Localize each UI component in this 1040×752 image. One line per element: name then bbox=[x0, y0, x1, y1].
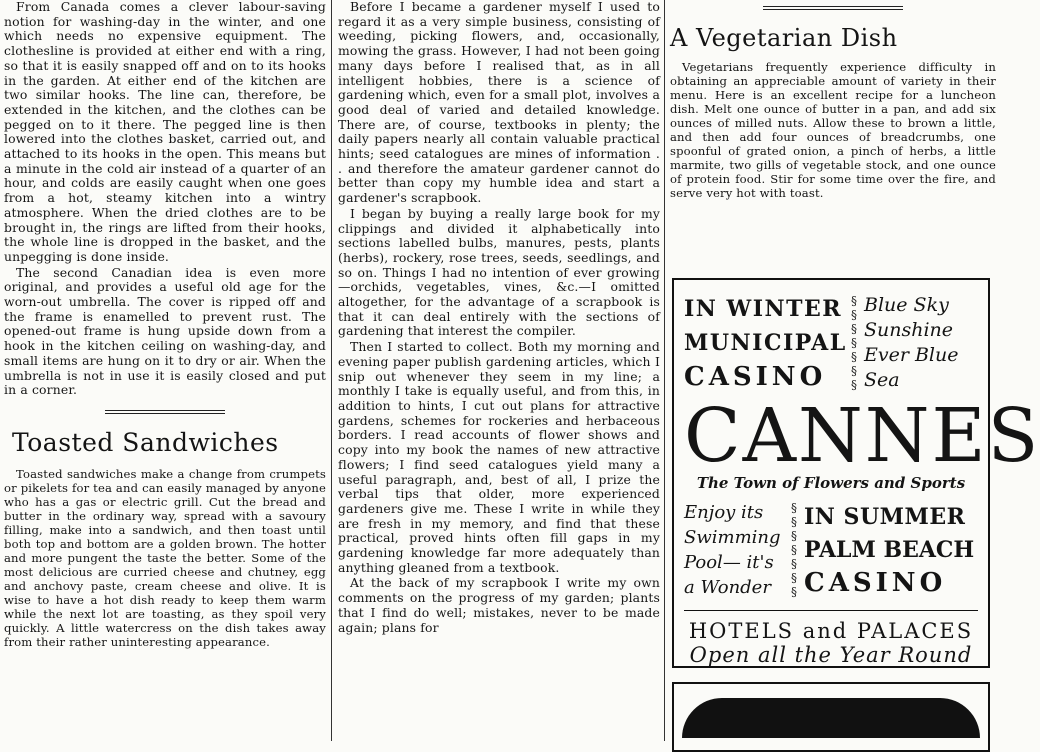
column-middle bbox=[338, 0, 660, 741]
column-right bbox=[670, 0, 1040, 741]
article-paragraph: Then I started to collect. Both my morning and evening paper publish gardening articles, which I snip out whenever they seem in my line; a monthly I take is equally useful, and from this, in addition to hints, I cut out plans for attractive gardens, schemes for rockeries and herbaceous borders. I read accounts of flower shows and copy into my book the names of new attractive flowers; I find seed catalogues yield many a useful paragraph, and, best of all, I prize the verbal tips that older, more experienced gardeners give me. These I write in while they are fresh in my memory, and find that these practical, proved hints often fill gaps in my gardening knowledge far more adequately than anything gleaned from a textbook. bbox=[338, 339, 660, 575]
ad-cannes-title: CANNES bbox=[684, 393, 1040, 479]
headline-vegetarian-dish: A Vegetarian Dish bbox=[670, 24, 898, 52]
ad-text: Pool— it's bbox=[684, 552, 774, 573]
article-paragraph: I began by buying a really large book for my clippings and divided it alphabetically into sections labelled bulbs, manures, pests, plants (herbs), rockery, rose trees, seeds, seedlings, and so on. Things I had no intention of ever growing—orchids, vegetables, vines, &c.—I omitted altogether, for the advantage of a scrapbook is that it can deal entirely with the sections of gardening that interest the compiler. bbox=[338, 205, 660, 339]
ad-text: IN SUMMER bbox=[804, 503, 966, 530]
ad-illustration bbox=[682, 698, 980, 738]
ad-text: Sunshine bbox=[864, 319, 954, 341]
section-separator bbox=[763, 6, 903, 10]
ad-text: Sea bbox=[864, 369, 900, 391]
article-paragraph: Vegetarians frequently experience difficulty in obtaining an appreciable amount of variety in their menu. Here is an excellent recipe for a luncheon dish. Melt one ounce of butter in a pan, and add six ounces of milled nuts. Allow these to brown a little, and then add four ounces of breadcrumbs, one spoonful of grated onion, a pinch of herbs, a little marmite, two gills of vegetable stock, and one ounce of protein food. Stir for some time over the fire, and serve very hot with toast. bbox=[670, 60, 996, 200]
column-left bbox=[4, 0, 326, 741]
ad-ornament: § § § § § § § bbox=[791, 501, 797, 599]
ad-text: Swimming bbox=[684, 527, 781, 548]
ad-text: Ever Blue bbox=[864, 344, 959, 366]
headline-toasted-sandwiches: Toasted Sandwiches bbox=[12, 427, 279, 457]
section-separator bbox=[105, 410, 225, 414]
ad-hotels-line: HOTELS and PALACES bbox=[688, 619, 974, 643]
ad-text: Blue Sky bbox=[864, 294, 949, 316]
article-paragraph: Before I became a gardener myself I used to regard it as a very simple business, consisting of weeding, picking flowers, and, occasionally, mowing the grass. However, I had not been going many days before I realised that, as in all intelligent hobbies, there is a science of gardening which, even for a small plot, involves a good deal of varied and detailed knowledge. There are, of course, textbooks in plenty; the daily papers nearly all contain valuable practical hints; seed catalogues are mines of information . . and therefore the amateur gardener cannot do better than copy my humble idea and start a gardener's scrapbook. bbox=[338, 0, 660, 206]
article-paragraph: At the back of my scrapbook I write my own comments on the progress of my garden; plants that I find do well; mistakes, never to be made again; plans for bbox=[338, 575, 660, 635]
ad-text: PALM BEACH bbox=[804, 536, 975, 563]
ad-divider bbox=[684, 610, 978, 611]
ad-text: CASINO bbox=[684, 362, 827, 392]
ad-text: IN WINTER bbox=[684, 296, 843, 322]
ad-ornament: § § § § § § § bbox=[851, 294, 857, 392]
article-paragraph: From Canada comes a clever labour-saving notion for washing-day in the winter, and one which needs no expensive equipment. The clothesline is provided at either end with a ring, so that it is easily snapped off and on to its hooks in the garden. At either end of the kitchen are two similar hooks. The line can, therefore, be extended in the kitchen, and the clothes can be pegged on to it there. The pegged line is then lowered into the clothes basket, carried out, and attached to its hooks in the open. This means but a minute in the cold air instead of a quarter of an hour, and colds are easily caught when one goes from a hot, steamy kitchen into a wintry atmosphere. When the dried clothes are to be brought in, the rings are lifted from their hooks, the whole line is dropped in the basket, and the unpegging is done inside. bbox=[4, 0, 326, 264]
ad-summer-block bbox=[684, 500, 978, 600]
ad-text: MUNICIPAL bbox=[684, 330, 847, 356]
column-rule bbox=[331, 0, 332, 741]
cannes-advertisement bbox=[672, 278, 1040, 668]
column-rule bbox=[664, 0, 665, 741]
ad-text: Enjoy its bbox=[684, 502, 764, 523]
article-paragraph: Toasted sandwiches make a change from crumpets or pikelets for tea and can easily managed by anyone who has a gas or electric grill. Cut the bread and butter in the ordinary way, spread with a savoury filling, make into a sandwich, and then toast until both top and bottom are a golden brown. The hotter and more pungent the taste the better. Some of the most delicious are curried cheese and chutney, egg and anchovy paste, cream cheese and olive. It is wise to have a hot dish ready to keep them warm while the next lot are toasting, as they spoil very quickly. A little watercress on the dish takes away from their rather uninteresting appearance. bbox=[4, 466, 326, 649]
ad-winter-block bbox=[684, 292, 978, 394]
second-advertisement bbox=[672, 682, 990, 752]
ad-text: a Wonder bbox=[684, 577, 771, 598]
ad-text: CASINO bbox=[804, 567, 947, 598]
ad-tagline: The Town of Flowers and Sports bbox=[696, 474, 966, 492]
article-paragraph: The second Canadian idea is even more original, and provides a useful old age for the worn-out umbrella. The cover is ripped off and the frame is enamelled to prevent rust. The opened-out frame is hung upside down from a hook in the kitchen ceiling on washing-day, and small items are hung on it to dry or air. When the umbrella is not in use it is easily closed and put in a corner. bbox=[4, 264, 326, 398]
ad-open-line: Open all the Year Round bbox=[689, 643, 973, 667]
